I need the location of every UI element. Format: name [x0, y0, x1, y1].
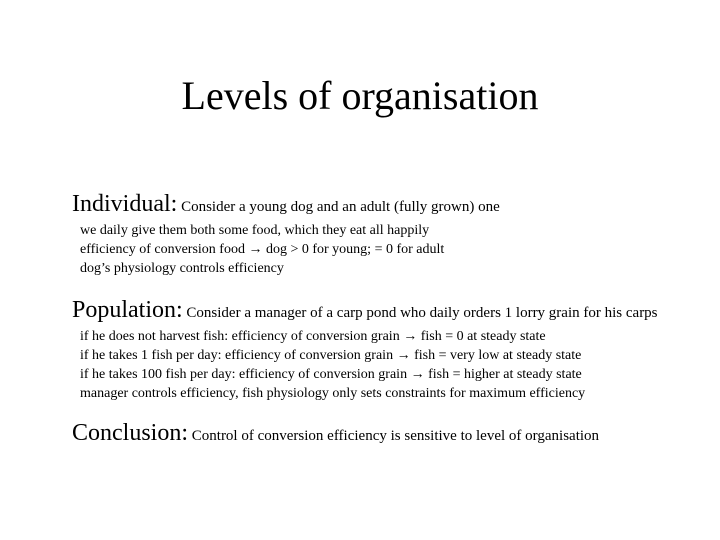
section-heading-text: Consider a young dog and an adult (fully grown) one — [177, 199, 500, 215]
bullet-item: we daily give them both some food, which they eat all happily — [80, 223, 430, 238]
bullet-item: efficiency of conversion food → dog > 0 for young; = 0 for adult — [80, 242, 445, 257]
section-heading: Conclusion: — [72, 420, 189, 446]
section-conclusion — [72, 419, 712, 450]
section-heading-text: Control of conversion efficiency is sensitive to level of organisation — [188, 428, 600, 444]
section-bullets — [80, 221, 712, 278]
bullet-item: if he takes 1 fish per day: efficiency of conversion grain → fish = very low at steady state — [80, 348, 582, 363]
section-heading: Individual: — [72, 191, 178, 217]
section-population — [72, 296, 712, 403]
section-bullets — [80, 327, 712, 403]
bullet-item: manager controls efficiency, fish physiology only sets constraints for maximum efficiency — [80, 386, 586, 401]
section-heading-line — [72, 190, 712, 221]
section-heading-line — [72, 419, 712, 450]
section-heading-line — [72, 296, 712, 327]
section-heading: Population: — [72, 297, 183, 323]
section-heading-text: Consider a manager of a carp pond who daily orders 1 lorry grain for his carps — [182, 305, 658, 321]
bullet-item: if he does not harvest fish: efficiency of conversion grain → fish = 0 at steady state — [80, 329, 546, 344]
bullet-item: dog’s physiology controls efficiency — [80, 261, 284, 276]
section-individual — [72, 190, 712, 278]
bullet-item: if he takes 100 fish per day: efficiency of conversion grain → fish = higher at steady state — [80, 367, 582, 382]
slide-title: Levels of organisation — [181, 73, 539, 118]
